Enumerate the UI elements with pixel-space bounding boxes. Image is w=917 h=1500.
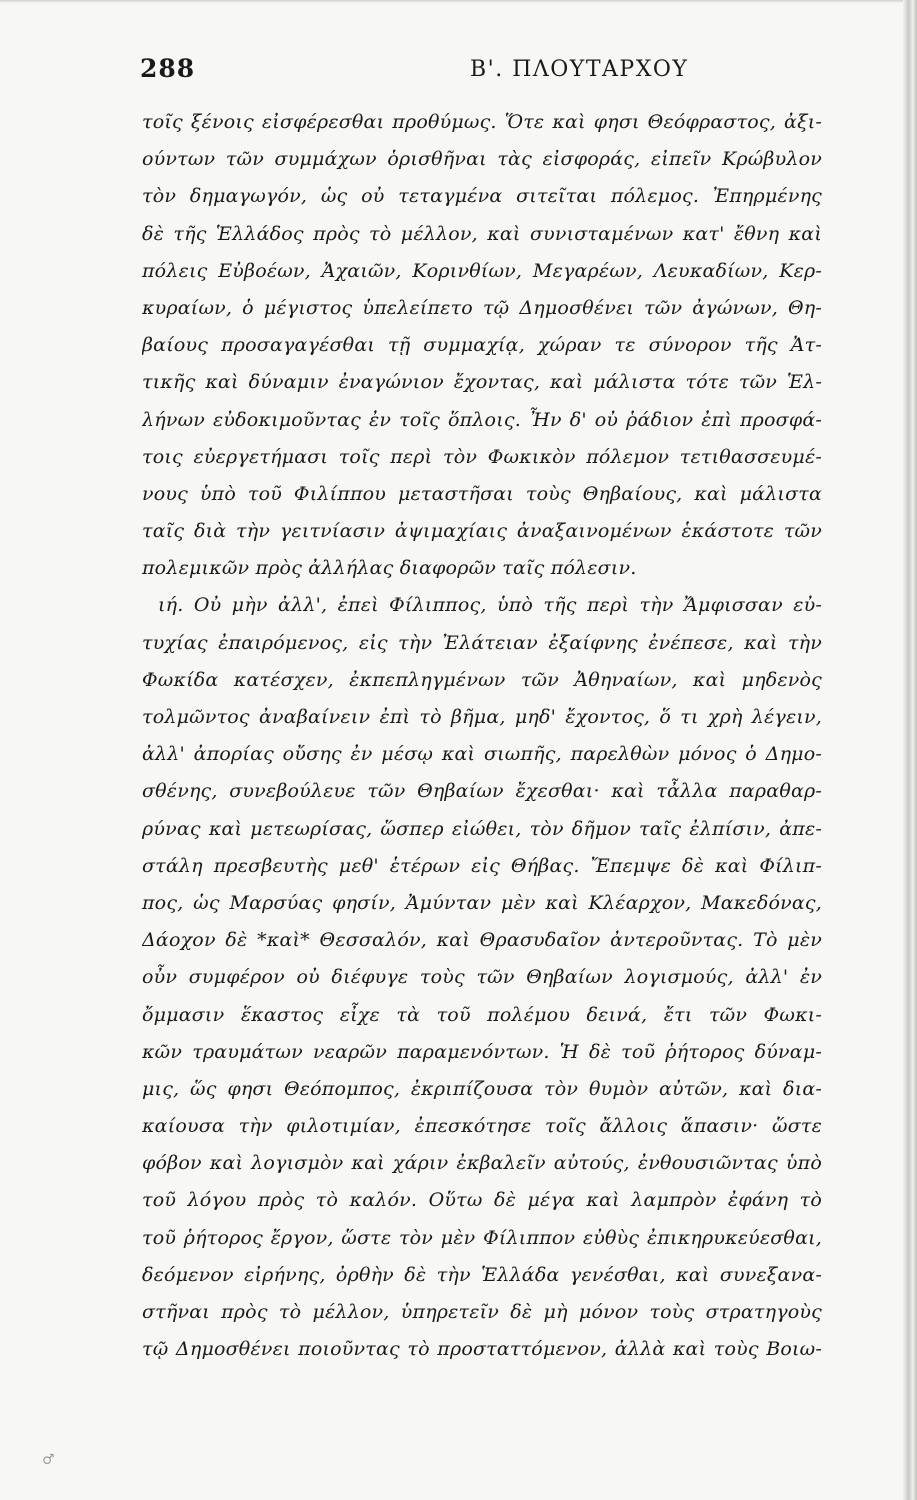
- text-line: λήνων εὐδοκιμοῦντας ἐν τοῖς ὅπλοις. Ἦν δ' οὐ ῥάδιον ἐπὶ προσφά-: [142, 408, 822, 431]
- text-line: οὖν συμφέρον οὐ διέφυγε τοὺς τῶν Θηβαίων λογισμούς, ἀλλ' ἐν: [142, 966, 822, 989]
- text-line: δὲ τῆς Ἑλλάδος πρὸς τὸ μέλλον, καὶ συνισταμένων κατ' ἔθνη καὶ: [142, 222, 822, 245]
- text-line: ρύνας καὶ μετεωρίσας, ὥσπερ εἰώθει, τὸν δῆμον ταῖς ἐλπίσιν, ἀπε-: [142, 817, 822, 840]
- text-line: φόβον καὶ λογισμὸν καὶ χάριν ἐκβαλεῖν αὐτούς, ἐνθουσιῶντας ὑπὸ: [142, 1152, 822, 1175]
- text-line: τοῦ λόγου πρὸς τὸ καλόν. Οὕτω δὲ μέγα καὶ λαμπρὸν ἐφάνη τὸ: [142, 1189, 822, 1212]
- text-line: Δάοχον δὲ *καὶ* Θεσσαλόν, καὶ Θρασυδαῖον ἀντεροῦντας. Τὸ μὲν: [142, 929, 822, 952]
- text-line: κῶν τραυμάτων νεαρῶν παραμενόντων. Ἡ δὲ τοῦ ῥήτορος δύναμ-: [142, 1040, 822, 1063]
- text-line: τολμῶντος ἀναβαίνειν ἐπὶ τὸ βῆμα, μηδ' ἔχοντος, ὅ τι χρὴ λέγειν,: [142, 706, 822, 728]
- text-line: ούντων τῶν συμμάχων ὁρισθῆναι τὰς εἰσφοράς, εἰπεῖν Κρώβυλον: [142, 148, 822, 171]
- text-line: τοῖς ξένοις εἰσφέρεσθαι προθύμως. Ὅτε καὶ φησι Θεόφραστος, ἀξι-: [142, 111, 822, 133]
- text-line: καίουσα τὴν φιλοτιμίαν, ἐπεσκότησε τοῖς ἄλλοις ἅπασιν· ὥστε: [142, 1115, 822, 1138]
- margin-mark: ♂: [42, 1452, 55, 1468]
- text-line: σθένης, συνεβούλευε τῶν Θηβαίων ἔχεσθαι· καὶ τἆλλα παραθαρ-: [142, 780, 822, 803]
- running-head: [0, 54, 917, 94]
- section-start-line: ιή. Οὐ μὴν ἀλλ', ἐπεὶ Φίλιππος, ὑπὸ τῆς περὶ τὴν Ἄμφισσαν εὐ-: [158, 594, 822, 617]
- text-line: τυχίας ἐπαιρόμενος, εἰς τὴν Ἐλάτειαν ἐξαίφνης ἐνέπεσε, καὶ τὴν: [142, 631, 822, 654]
- text-line: τῷ Δημοσθένει ποιοῦντας τὸ προσταττόμενον, ἀλλὰ καὶ τοὺς Βοιω-: [142, 1338, 822, 1361]
- text-line: τοις εὐεργετήμασι τοῖς περὶ τὸν Φωκικὸν πόλεμον τετιθασσευμέ-: [142, 445, 822, 468]
- text-line: τοῦ ῥήτορος ἔργον, ὥστε τὸν μὲν Φίλιππον εὐθὺς ἐπικηρυκεύεσθαι,: [142, 1226, 822, 1249]
- text-line: κυραίων, ὁ μέγιστος ὑπελείπετο τῷ Δημοσθένει τῶν ἀγώνων, Θη-: [142, 296, 822, 319]
- body-text: [142, 104, 822, 1368]
- text-line: ταῖς διὰ τὴν γειτνίασιν ἀψιμαχίαις ἀναξαινομένων ἑκάστοτε τῶν: [142, 520, 822, 543]
- page-number: 288: [140, 54, 196, 83]
- text-line: μις, ὥς φησι Θεόπομπος, ἐκριπίζουσα τὸν θυμὸν αὐτῶν, καὶ δια-: [142, 1077, 822, 1100]
- text-line: νους ὑπὸ τοῦ Φιλίππου μεταστῆσαι τοὺς Θηβαίους, καὶ μάλιστα: [142, 482, 822, 505]
- text-line: πολεμικῶν πρὸς ἀλλήλας διαφορῶν ταῖς πόλεσιν.: [142, 557, 637, 580]
- text-line: τικῆς καὶ δύναμιν ἐναγώνιον ἔχοντας, καὶ μάλιστα τότε τῶν Ἑλ-: [142, 371, 822, 394]
- text-line: πόλεις Εὐβοέων, Ἀχαιῶν, Κορινθίων, Μεγαρέων, Λευκαδίων, Κερ-: [142, 259, 822, 282]
- text-line: στῆναι πρὸς τὸ μέλλον, ὑπηρετεῖν δὲ μὴ μόνον τοὺς στρατηγοὺς: [142, 1301, 822, 1323]
- text-line: πος, ὡς Μαρσύας φησίν, Ἀμύνταν μὲν καὶ Κλέαρχον, Μακεδόνας,: [142, 891, 822, 914]
- page-binding-edge: [903, 0, 917, 1500]
- text-line: τὸν δημαγωγόν, ὡς οὐ τεταγμένα σιτεῖται πόλεμος. Ἐπηρμένης: [142, 185, 822, 208]
- text-line: δεόμενον εἰρήνης, ὀρθὴν δὲ τὴν Ἑλλάδα γενέσθαι, καὶ συνεξανα-: [142, 1263, 822, 1286]
- text-line: ὄμμασιν ἕκαστος εἶχε τὰ τοῦ πολέμου δεινά, ἔτι τῶν Φωκι-: [142, 1003, 822, 1026]
- text-line: ἀλλ' ἀπορίας οὔσης ἐν μέσῳ καὶ σιωπῆς, παρελθὼν μόνος ὁ Δημο-: [142, 743, 822, 766]
- text-line: Φωκίδα κατέσχεν, ἐκπεπληγμένων τῶν Ἀθηναίων, καὶ μηδενὸς: [142, 668, 822, 691]
- page-top-edge: [0, 0, 917, 3]
- running-title: Β'. ΠΛΟΥΤΑΡΧΟΥ: [470, 57, 689, 82]
- text-line: βαίους προσαγαγέσθαι τῇ συμμαχίᾳ, χώραν τε σύνορον τῆς Ἀτ-: [142, 334, 822, 357]
- text-line: στάλη πρεσβευτὴς μεθ' ἑτέρων εἰς Θήβας. Ἔπεμψε δὲ καὶ Φίλιπ-: [142, 854, 822, 877]
